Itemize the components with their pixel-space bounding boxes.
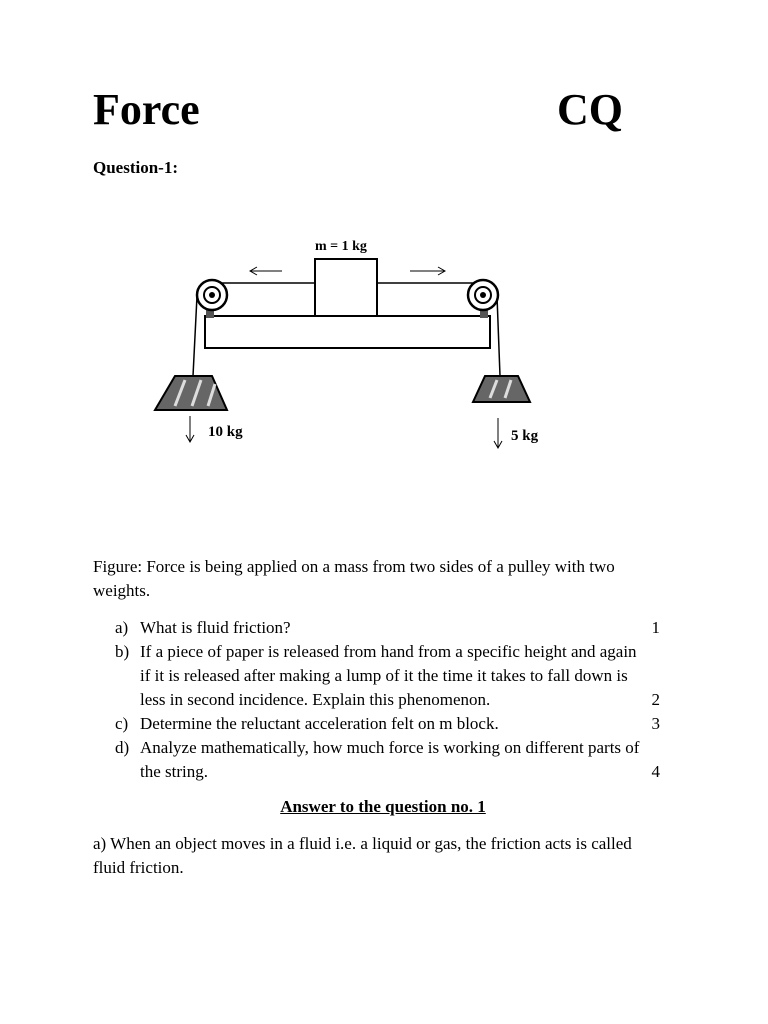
answer-text: a) When an object moves in a fluid i.e. a liquid or gas, the friction acts is called fluid friction. xyxy=(93,834,632,877)
mass-block xyxy=(315,259,377,316)
string-right-vertical xyxy=(497,296,500,376)
page-title: Force xyxy=(93,85,200,134)
question-letter: a) xyxy=(115,618,129,637)
question-mark: 2 xyxy=(651,690,660,709)
question-letter: b) xyxy=(115,642,130,661)
right-down-arrow xyxy=(494,418,502,448)
question-list xyxy=(115,616,660,784)
figure-caption: Figure: Force is being applied on a mass from two sides of a pulley with two weights. xyxy=(93,557,615,600)
right-weight-label: 5 kg xyxy=(511,428,539,444)
question-text: If a piece of paper is released from hand from a specific height and again if it is released after making a lump of it the time it takes to fall down is less in second incidence. Explain this phenomenon. xyxy=(140,642,637,709)
pulley-figure xyxy=(145,228,565,468)
question-mark: 1 xyxy=(651,618,660,637)
question-text: What is fluid friction? xyxy=(140,618,291,637)
left-weight xyxy=(155,376,227,410)
question-label: Question-1: xyxy=(93,158,178,177)
left-pulley xyxy=(197,280,227,310)
question-item xyxy=(115,640,660,712)
question-item xyxy=(115,616,660,640)
string-left-vertical xyxy=(193,296,197,376)
question-letter: d) xyxy=(115,738,130,757)
left-weight-label: 10 kg xyxy=(208,424,243,440)
left-down-arrow xyxy=(186,416,194,442)
question-text: Analyze mathematically, how much force is working on different parts of the string. xyxy=(140,738,640,781)
question-mark: 4 xyxy=(651,762,660,781)
question-mark: 3 xyxy=(651,714,660,733)
question-item xyxy=(115,736,660,784)
answer-heading: Answer to the question no. 1 xyxy=(280,797,486,816)
right-pulley xyxy=(468,280,498,310)
right-arrow xyxy=(410,267,445,275)
question-item xyxy=(115,712,660,736)
left-arrow xyxy=(250,267,282,275)
page-title-cq: CQ xyxy=(557,85,623,134)
table xyxy=(205,316,490,348)
right-weight xyxy=(473,376,530,402)
question-text: Determine the reluctant acceleration felt on m block. xyxy=(140,714,499,733)
mass-label: m = 1 kg xyxy=(315,239,367,254)
question-letter: c) xyxy=(115,714,129,733)
